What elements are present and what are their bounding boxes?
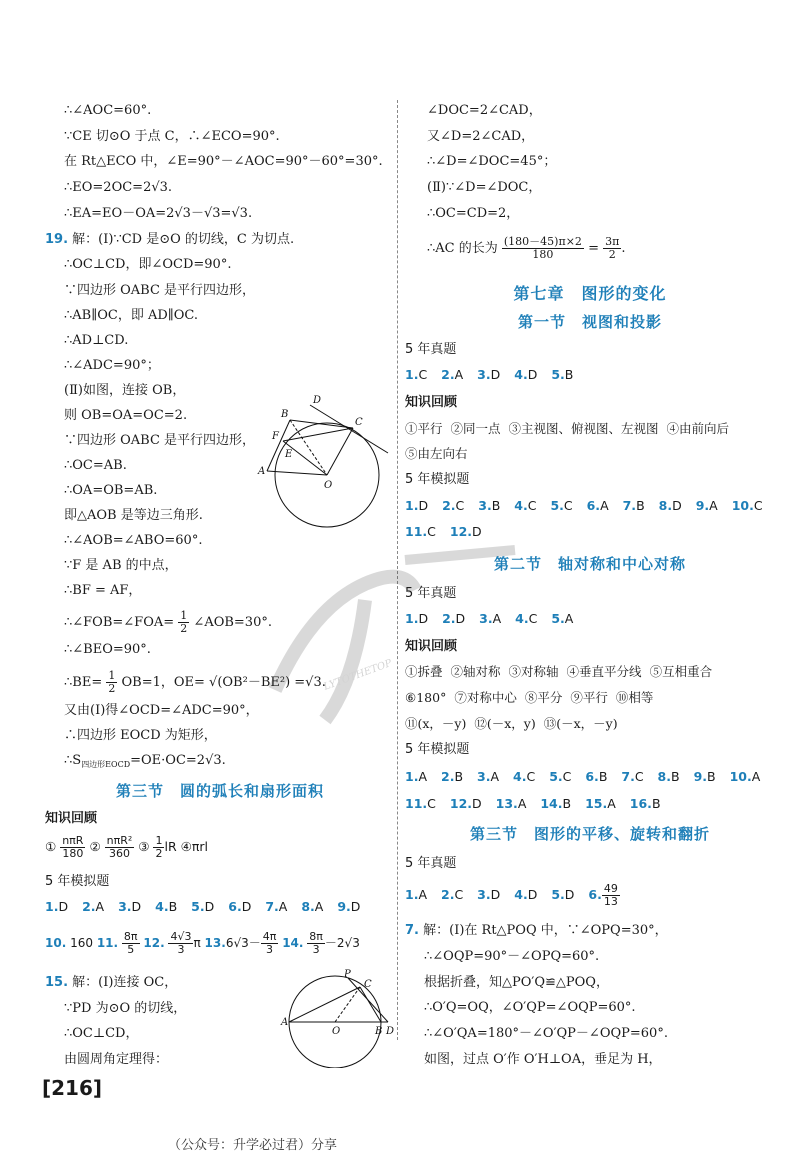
text-fragment: = [588,241,599,256]
label-e: E [285,449,293,460]
text-line: ∴OC=AB. [64,458,127,473]
knowledge-item: ③主视图、俯视图、左视图 [508,421,659,436]
answer: B [671,769,680,784]
text-line: ∴OC⊥CD， [64,1026,139,1041]
question-number: 8. [657,769,671,784]
answer: A [418,769,428,784]
subscript: 四边形EOCD [81,760,131,769]
numerator: 49 [603,882,618,895]
knowledge-item: ⑤互相重合 [649,664,713,679]
page-number: [216] [42,1076,103,1100]
knowledge-item: ⑨平行 [570,690,608,705]
label-a: A [281,1017,289,1028]
question-7 [405,922,668,940]
fraction [122,931,140,956]
circled-number: ① [45,839,57,854]
denominator: 3 [312,943,320,956]
footer-share-text: （公众号：升学必过君）分享 [168,1138,338,1153]
question-number: 6. [585,769,599,784]
question-number: 4. [515,611,529,626]
question-number: 12. [449,524,473,539]
answer: C [528,611,538,626]
question-number: 6. [586,498,601,513]
text-line: ∴∠OQP=90°－∠OPQ=60°. [424,949,600,964]
text-line: 解：(Ⅰ)∵CD 是⊙O 的切线，C 为切点. [72,232,295,247]
subheading: 知识回顾 [45,811,98,826]
answer: D [204,899,215,914]
question-number: 7. [621,769,635,784]
question-number: 9. [337,899,351,914]
text-line: ∴OA=OB=AB. [64,483,158,498]
answer-row [405,878,620,912]
question-number: 2. [441,769,455,784]
question-number: 3. [118,899,132,914]
subheading: 5 年真题 [405,342,457,357]
text-line: 由圆周角定理得： [64,1052,169,1067]
question-number: 5. [550,498,564,513]
question-number: 3. [479,611,493,626]
question-number: 1. [405,498,419,513]
geometry-figure-2 [280,968,395,1068]
answer: D [564,887,575,902]
text-line: ∵四边形 OABC 是平行四边形， [64,433,256,448]
text-line: ∴∠O′QA=180°－∠O′QP－∠OQP=60°. [424,1026,668,1041]
denominator: 180 [532,248,554,261]
knowledge-item: ⑪(x，－y) [405,716,467,731]
text-fragment: =OE·OC=2√3. [130,753,226,768]
question-number: 1. [405,367,419,382]
question-number: 1. [405,769,419,784]
question-number: 3. [478,498,492,513]
question-number: 2. [441,887,455,902]
text-line: ∴∠D=∠DOC=45°； [427,154,557,169]
answer: B [491,498,501,513]
denominator: 2 [608,248,616,261]
text-line: ∴OC⊥CD，即∠OCD=90°. [64,257,232,272]
question-number: 6. [228,899,242,914]
subheading: 5 年模拟题 [45,874,110,889]
question-number: 2. [441,367,455,382]
question-number: 16. [629,796,652,811]
denominator: 180 [62,847,84,860]
answer-row [405,768,770,786]
text-line: ∴BF = AF， [64,583,142,598]
label-o: O [324,480,333,491]
denominator: 3 [266,943,274,956]
text-fragment: ∴AC 的长为 [427,241,498,256]
label-a: A [258,466,266,477]
label-d: D [313,395,322,406]
answer-row [45,926,360,960]
section-title: 第三节 圆的弧长和扇形面积 [115,782,324,800]
question-19 [45,231,294,249]
answer: D [241,899,252,914]
denominator: 2 [108,682,116,695]
text-line: ∴AD⊥CD. [64,333,129,348]
text-fragment: OB=1，OE= √(OB²－BE²) =√3. [121,675,326,690]
answer: B [168,899,178,914]
question-number: 1. [45,899,59,914]
knowledge-item: ⑧平分 [524,690,563,705]
label-c: C [364,979,372,990]
knowledge-item: ④垂直平分线 [566,664,642,679]
text-fragment: π [193,936,201,950]
text-line: 如图，过点 O′作 O′H⊥OA，垂足为 H， [424,1052,662,1067]
answer: C [562,769,572,784]
text-line: 则 OB=OA=OC=2. [64,408,188,423]
text-line: 解：(Ⅰ)在 Rt△POQ 中，∵∠OPQ=30°， [423,923,668,938]
subheading: 5 年模拟题 [405,742,470,757]
question-number: 13. [495,796,518,811]
knowledge-item: ④由前向后 [666,421,730,436]
text-fragment: 6√3－ [225,936,261,950]
section-title: 第一节 视图和投影 [517,313,662,331]
question-number: 7. [265,899,279,914]
answer: D [418,611,429,626]
question-number: 12. [143,936,165,950]
label-d: D [386,1026,395,1037]
answer: A [517,796,527,811]
answer: B [562,796,572,811]
text-line: 又由(Ⅰ)得∠OCD=∠ADC=90°， [64,703,259,718]
text-line: ∴EA=EO－OA=2√3－√3=√3. [64,206,253,221]
question-number: 14. [282,936,304,950]
answer-row [405,497,773,515]
question-number: 8. [658,498,673,513]
answer: D [527,367,538,382]
subheading: 5 年真题 [405,856,457,871]
text-line: ∴EO=2OC=2√3. [64,180,173,195]
text-line: ∴AC 的长为 $\frac{(180-45)\pi\times 2}{180}$ = $\frac{3\pi}{2}$ . [427,235,626,261]
subheading: 5 年真题 [405,586,457,601]
knowledge-item: ⑦对称中心 [454,690,517,705]
question-number: 19. [45,232,69,247]
answer: A [95,899,105,914]
answer: D [455,611,466,626]
numerator: 4π [262,930,277,943]
answer: A [564,611,574,626]
text-line: ∵PD 为⊙O 的切线， [64,1001,187,1016]
label-c: C [355,417,363,428]
question-number: 4. [514,498,528,513]
question-number: 2. [82,899,96,914]
circled-number: ④πrl [180,839,208,854]
question-number: 4. [514,887,528,902]
question-number: 11. [96,936,119,950]
text-line: ∴∠AOB=∠ABO=60°. [64,533,203,548]
text-fragment: lR [164,839,177,854]
numerator: (180－45)π×2 [503,235,582,248]
text-fragment: ∴∠FOB=∠FOA= [64,615,175,630]
text-line [64,610,272,635]
text-line: ∴四边形 EOCD 为矩形， [64,728,217,743]
knowledge-item: ⑫(－x，y) [474,716,536,731]
fraction [105,835,135,860]
text-line: ∴OC=CD=2， [427,206,520,221]
answer: D [472,524,482,539]
label-f: F [272,431,279,442]
answer: D [58,899,69,914]
numerator: 1 [180,609,188,622]
denominator: 2 [155,847,163,860]
knowledge-item: ②轴对称 [450,664,501,679]
text-line: 在 Rt△ECO 中，∠E=90°－∠AOC=90°－60°=30°. [64,154,383,169]
question-number: 2. [442,498,456,513]
subheading: 知识回顾 [405,639,458,654]
answer: D [131,899,142,914]
question-number: 5. [551,887,565,902]
text-line: 解：(Ⅰ)连接 OC， [72,975,178,990]
numerator: 1 [108,669,116,682]
answer-row [405,366,583,384]
text-fragment: ∴BE= [64,675,103,690]
question-number: 8. [301,899,315,914]
text-line: ∴O′Q=OQ，∠O′QP=∠OQP=60°. [424,1000,636,1015]
knowledge-item: ①拆叠 [405,664,443,679]
answer: 160 [70,936,93,950]
answer: C [634,769,644,784]
text-fragment: ∴S [64,753,82,768]
text-line: (Ⅱ)∵∠D=∠DOC， [427,180,542,195]
text-line: ∠DOC=2∠CAD， [427,103,542,118]
question-number: 7. [405,923,419,938]
answer-row [45,830,208,864]
denominator: 5 [127,943,135,956]
question-number: 10. [45,936,67,950]
geometry-figure-1 [255,393,390,543]
answer: A [709,498,718,513]
fraction [602,883,620,908]
fraction [60,835,85,860]
watermark-logo [255,540,555,740]
question-number: 3. [477,769,491,784]
numerator: 1 [155,834,163,847]
text-line: (Ⅱ)如图，连接 OB， [64,383,186,398]
answer: C [454,887,464,902]
watermark-text: LYTOTHETOP [322,657,394,693]
text-line: ∵四边形 OABC 是平行四边形， [64,283,256,298]
numerator: 8π [309,930,323,943]
knowledge-item: ②同一点 [450,421,501,436]
question-number: 15. [585,796,608,811]
knowledge-item: ①平行 [405,421,443,436]
knowledge-item: ⑩相等 [615,690,654,705]
answer: A [314,899,324,914]
answer: D [490,367,501,382]
question-number: 6. [588,887,602,902]
knowledge-item: ⑥180° [405,690,447,705]
question-number: 3. [477,887,491,902]
fraction [153,835,164,860]
question-number: 5. [191,899,205,914]
answer-row [405,523,492,541]
question-number: 9. [693,769,708,784]
knowledge-row [405,420,737,438]
section-title: 第二节 轴对称和中心对称 [493,555,686,573]
denominator: 3 [177,943,185,956]
subheading: 5 年模拟题 [405,472,470,487]
text-line: ∴∠AOC=60°. [64,103,152,118]
fraction [502,236,584,261]
fraction [603,236,621,261]
answer: D [490,887,501,902]
label-p: P [344,969,351,980]
answer: D [472,796,482,811]
section-title: 第三节 图形的平移、旋转和翻折 [469,825,710,843]
answer: A [751,769,761,784]
numerator: nπR² [106,834,133,847]
text-line [64,752,226,774]
text-line: ∴∠ADC=90°； [64,358,160,373]
text-line: ∵F 是 AB 的中点， [64,558,178,573]
question-number: 5. [551,367,565,382]
question-number: 11. [405,796,428,811]
answer: B [598,769,608,784]
text-line: ∵CE 切⊙O 于点 C，∴∠ECO=90°. [64,129,280,144]
question-number: 1. [405,887,419,902]
circled-number: ③ [138,839,150,854]
answer: B [636,498,645,513]
question-number: 9. [695,498,710,513]
answer: A [418,887,428,902]
circled-number: ② [89,839,101,854]
text-line: ∴AB∥OC，即 AD∥OC. [64,308,199,323]
answer: C [427,796,436,811]
question-number: 10. [731,498,754,513]
fraction [106,670,117,695]
answer: D [527,887,538,902]
numerator: nπR [62,834,84,847]
answer: B [454,769,464,784]
question-number: 4. [513,769,527,784]
question-number: 15. [45,975,69,990]
answer: C [753,498,763,513]
answer: A [490,769,500,784]
text-line: 即△AOB 是等边三角形. [64,508,203,523]
text-fragment: －2√3 [324,936,360,950]
chapter-title: 第七章 图形的变化 [513,284,667,303]
text-line: 又∠D=2∠CAD， [427,129,535,144]
answer: C [455,498,465,513]
answer: C [427,524,436,539]
question-number: 5. [551,611,565,626]
denominator: 13 [603,895,618,908]
question-number: 14. [540,796,563,811]
answer: A [454,367,464,382]
answer-row [405,795,671,813]
question-number: 5. [549,769,563,784]
text-line: 根据折叠，知△PO′Q≌△POQ， [424,975,609,990]
question-number: 11. [405,524,428,539]
denominator: 2 [180,622,188,635]
numerator: 4√3 [170,930,192,943]
answer: B [651,796,661,811]
text-fragment: ∠AOB=30°. [193,615,272,630]
fraction [168,931,193,956]
label-b: B [281,409,289,420]
knowledge-row: ⑤由左向右 [405,446,468,461]
answer: C [563,498,573,513]
fraction [178,610,189,635]
answer: B [564,367,574,382]
question-number: 12. [449,796,473,811]
text-line: ∴∠BEO=90°. [64,642,151,657]
question-number: 4. [155,899,169,914]
label-b: B [375,1026,383,1037]
answer: B [707,769,716,784]
answer: A [278,899,288,914]
answer: C [527,498,537,513]
answer: D [418,498,429,513]
answer-row [45,898,370,916]
subheading: 知识回顾 [405,395,458,410]
question-number: 4. [514,367,528,382]
question-15 [45,974,177,992]
question-number: 1. [405,611,419,626]
knowledge-item: ③对称轴 [508,664,559,679]
question-number: 2. [442,611,456,626]
numerator: 8π [123,930,138,943]
denominator: 360 [108,847,130,860]
answer: C [418,367,428,382]
question-number: 10. [729,769,752,784]
answer: A [600,498,609,513]
answer: A [607,796,616,811]
answer: A [492,611,502,626]
knowledge-item: ⑬(－x，－y) [543,716,618,731]
numerator: 3π [605,235,620,248]
fraction [307,931,325,956]
fraction [261,931,279,956]
answer: D [350,899,361,914]
answer: D [672,498,682,513]
question-number: 13. [204,936,226,950]
question-number: 3. [477,367,491,382]
label-o: O [332,1026,341,1037]
question-number: 7. [622,498,637,513]
answer: C [526,769,536,784]
